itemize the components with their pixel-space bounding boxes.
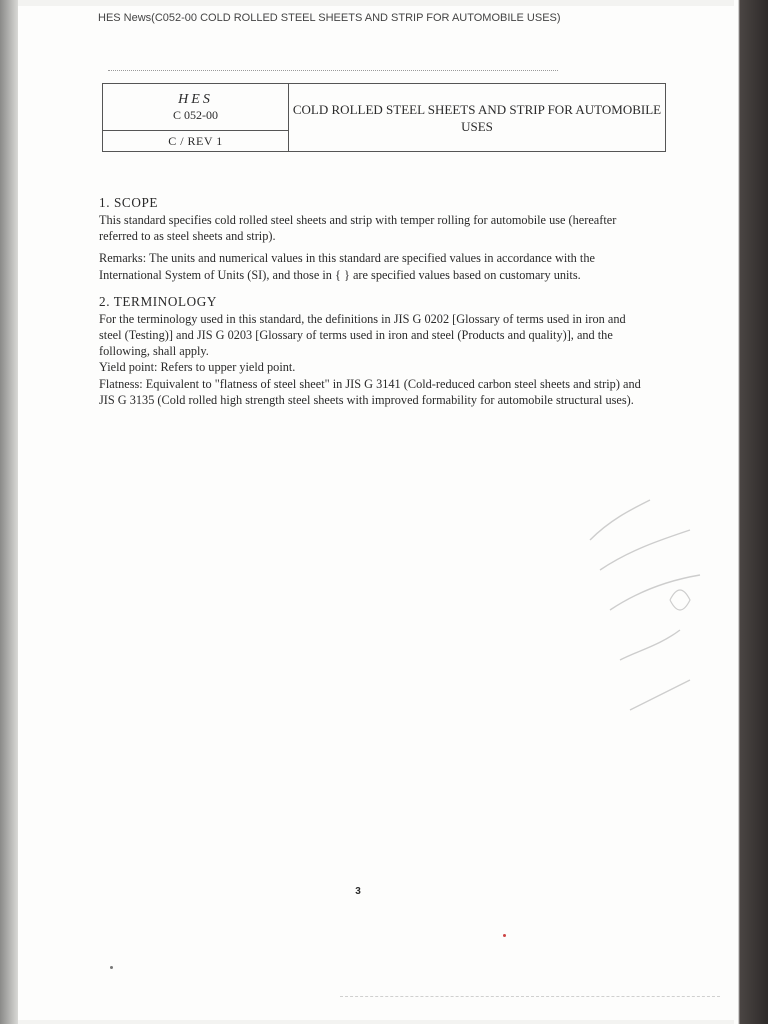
scan-noise-bottom bbox=[340, 996, 720, 1003]
terminology-paragraph: For the terminology used in this standard, the definitions in JIS G 0202 [Glossary of terms used in iron and steel (Testing)] and JIS G 0203 [Glossary of terms used in iron and steel (Products and quality)], and the following, shall apply. bbox=[99, 311, 626, 359]
document-body bbox=[99, 194, 644, 408]
standard-title: COLD ROLLED STEEL SHEETS AND STRIP FOR AUTOMOBILE USES bbox=[289, 84, 666, 152]
terminology-heading: 2. TERMINOLOGY bbox=[99, 293, 218, 309]
yield-point-definition: Yield point: Refers to upper yield point. bbox=[99, 360, 296, 375]
scope-paragraph: This standard specifies cold rolled steel sheets and strip with temper rolling for automobile use (hereafter referred to as steel sheets and strip). bbox=[99, 213, 617, 244]
handwritten-notes-mark bbox=[570, 480, 730, 740]
header-rule bbox=[108, 70, 558, 72]
revision-label: C / REV 1 bbox=[103, 131, 289, 152]
standard-code-cell bbox=[103, 84, 289, 131]
standard-header-box bbox=[102, 83, 666, 152]
page-number: 3 bbox=[355, 886, 361, 897]
remarks-paragraph: Remarks: The units and numerical values in this standard are specified values in accordance with the International System of Units (SI), and those in { } are specified values based on customary units. bbox=[99, 251, 595, 282]
ink-speck bbox=[110, 966, 113, 969]
scope-heading: 1. SCOPE bbox=[99, 195, 159, 210]
scan-right-edge bbox=[734, 0, 768, 1024]
ink-speck bbox=[503, 934, 506, 937]
scan-left-edge bbox=[0, 0, 18, 1024]
running-header: HES News(C052-00 COLD ROLLED STEEL SHEETS AND STRIP FOR AUTOMOBILE USES) bbox=[98, 12, 561, 24]
standard-number: C 052-00 bbox=[173, 107, 218, 122]
flatness-definition: Flatness: Equivalent to "flatness of steel sheet" in JIS G 3141 (Cold-reduced carbon steel sheets and strip) and JIS G 3135 (Cold rolled high strength steel sheets with improved formability for automobile structural uses). bbox=[99, 376, 641, 407]
standard-label: HES bbox=[178, 91, 213, 107]
